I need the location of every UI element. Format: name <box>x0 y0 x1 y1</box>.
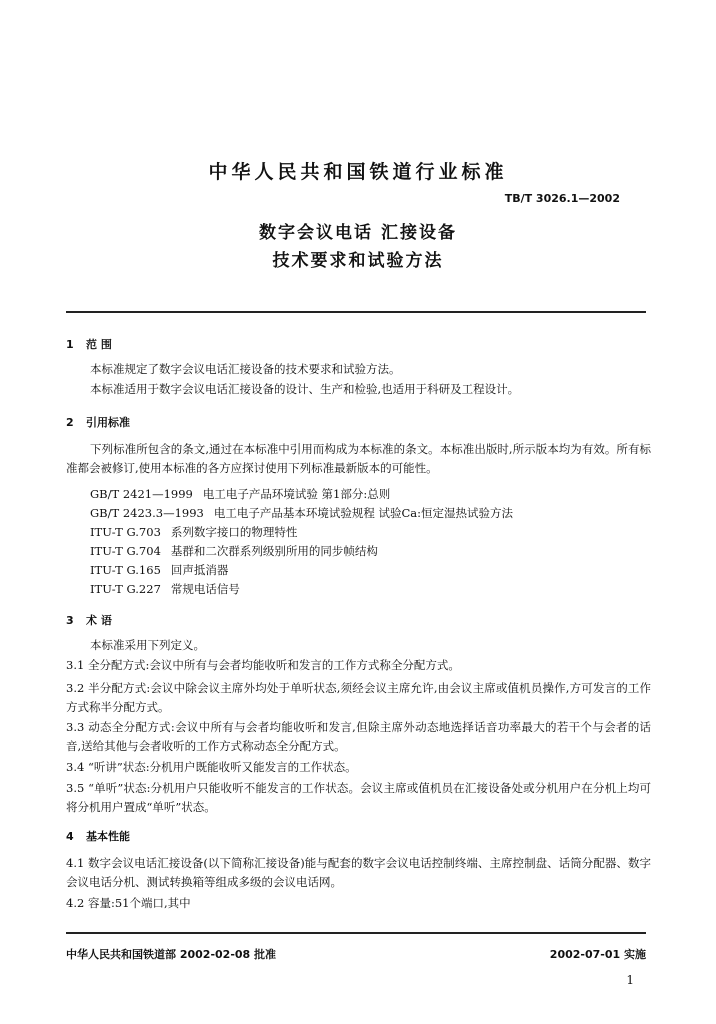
document-title-line1: 数字会议电话 汇接设备 <box>259 223 457 243</box>
section-heading-3: 3 术 语 <box>66 614 112 627</box>
reference-item: ITU-T G.165 回声抵消器 <box>90 563 229 577</box>
reference-item: ITU-T G.703 系列数字接口的物理特性 <box>90 525 298 539</box>
document-title-line2: 技术要求和试验方法 <box>272 251 444 271</box>
reference-item: GB/T 2421—1999 电工电子产品环境试验 第1部分:总则 <box>90 487 391 501</box>
term-definition: 3.1 全分配方式:会议中所有与会者均能收听和发言的工作方式称全分配方式。 <box>66 658 460 672</box>
term-definition: 3.4 “听讲”状态:分机用户既能收听又能发言的工作状态。 <box>66 760 357 774</box>
section-heading-1: 1 范 围 <box>66 338 112 351</box>
term-definition: 3.2 半分配方式:会议中除会议主席外均处于单听状态,须经会议主席允许,由会议主席或值机员操作,方可发言的工作方式称半分配方式。 <box>66 681 651 714</box>
reference-item: GB/T 2423.3—1993 电工电子产品基本环境试验规程 试验Ca:恒定湿热试验方法 <box>90 506 514 520</box>
approval-note: 中华人民共和国铁道部 2002-02-08 批准 <box>66 948 277 961</box>
section-4-item: 4.1 数字会议电话汇接设备(以下简称汇接设备)能与配套的数字会议电话控制终端、主席控制盘、话筒分配器、数字会议电话分机、测试转换箱等组成多级的会议电话网。 <box>66 856 651 889</box>
section-2-intro: 下列标准所包含的条文,通过在本标准中引用而构成为本标准的条文。本标准出版时,所示版本均为有效。所有标准都会被修订,使用本标准的各方应探讨使用下列标准最新版本的可能性。 <box>66 442 651 475</box>
section-3-intro: 本标准采用下列定义。 <box>90 638 205 652</box>
reference-item: ITU-T G.704 基群和二次群系列级别所用的同步帧结构 <box>90 544 378 558</box>
term-definition: 3.5 “单听”状态:分机用户只能收听不能发言的工作状态。会议主席或值机员在汇接设备处或分机用户在分机上均可将分机用户置成“单听”状态。 <box>66 781 651 814</box>
footer-divider <box>66 932 646 934</box>
standard-code: TB/T 3026.1—2002 <box>504 192 620 205</box>
section-heading-4: 4 基本性能 <box>66 830 130 843</box>
reference-item: ITU-T G.227 常规电话信号 <box>90 582 240 596</box>
section-1-para-2: 本标准适用于数字会议电话汇接设备的设计、生产和检验,也适用于科研及工程设计。 <box>90 382 520 396</box>
standard-title: 中华人民共和国铁道行业标准 <box>208 161 508 183</box>
section-4-item: 4.2 容量:51个端口,其中 <box>66 896 191 910</box>
section-1-para-1: 本标准规定了数字会议电话汇接设备的技术要求和试验方法。 <box>90 362 401 376</box>
header-divider <box>66 311 646 313</box>
implementation-date: 2002-07-01 实施 <box>549 948 646 961</box>
section-heading-2: 2 引用标准 <box>66 416 130 429</box>
term-definition: 3.3 动态全分配方式:会议中所有与会者均能收听和发言,但除主席外动态地选择话音功率最大的若干个与会者的话音,送给其他与会者收听的工作方式称动态全分配方式。 <box>66 720 651 753</box>
page-number: 1 <box>626 973 634 987</box>
